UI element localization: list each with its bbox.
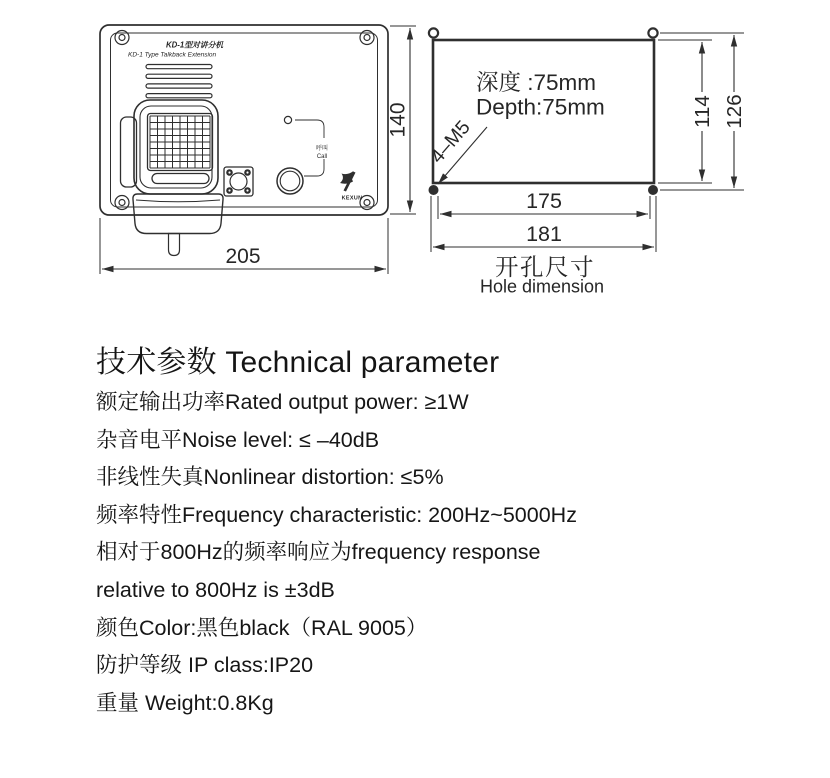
call-label-cn: 呼叫	[315, 146, 329, 152]
call-led	[284, 116, 291, 123]
panel-inner-border	[111, 33, 378, 207]
spec-line-frequency-characteristic: 频率特性Frequency characteristic: 200Hz~5000Hz	[96, 502, 577, 527]
mic-grille-grid	[150, 116, 210, 168]
flag-icon	[340, 171, 354, 184]
hole-caption-en: Hole dimension	[479, 276, 605, 297]
spec-line-frequency-response-en: relative to 800Hz is ±3dB	[96, 577, 335, 602]
call-label-en: Call	[316, 154, 328, 160]
front-view	[100, 25, 416, 274]
spec-line-noise-level: 杂音电平Noise level: ≤ –40dB	[96, 427, 380, 452]
mounting-hole-top-left	[429, 28, 438, 37]
connector-square	[224, 167, 253, 196]
dim-outer-height-label: 126	[723, 94, 747, 129]
handset-lower-slot	[152, 174, 209, 184]
specs-heading: 技术参数 Technical parameter	[96, 346, 500, 379]
brand-name: KEXUN	[341, 195, 363, 202]
mounting-hole-bottom-left	[429, 185, 439, 195]
hole-caption-cn: 开孔尺寸	[495, 254, 595, 280]
depth-label-en: Depth:75mm	[476, 94, 605, 120]
depth-label-cn: 深度 :75mm	[476, 70, 597, 95]
mounting-hole-top-right	[648, 28, 657, 37]
screw-spec-label: 4–M5	[426, 116, 475, 168]
device-title-en: KD-1 Type Talkback Extension	[128, 51, 217, 59]
brand-logo	[340, 171, 362, 202]
microphone-handset	[121, 100, 224, 256]
hole-view	[426, 28, 746, 296]
dim-inner-height-label: 114	[691, 95, 715, 128]
call-button	[277, 168, 303, 194]
dim-height-label: 140	[386, 102, 410, 138]
handset-head-inner	[140, 106, 212, 188]
spec-line-rated-output: 额定输出功率Rated output power: ≥1W	[96, 390, 469, 414]
spec-line-color: 颜色Color:黑色black（RAL 9005）	[96, 615, 428, 640]
spec-line-weight: 重量 Weight:0.8Kg	[96, 690, 274, 715]
technical-drawings	[0, 0, 830, 320]
front-height-dimension	[386, 26, 416, 214]
screw-spec-callout	[426, 116, 487, 184]
spec-line-nonlinear-distortion: 非线性失真Nonlinear distortion: ≤5%	[96, 465, 444, 490]
mounting-hole-bottom-right	[648, 185, 658, 195]
handset-body	[133, 194, 223, 234]
dim-inner-width-label: 175	[526, 189, 562, 213]
device-title-cn: KD-1型对讲分机	[166, 40, 224, 50]
front-width-dimension	[100, 218, 388, 274]
spec-line-frequency-response-cn: 相对于800Hz的频率响应为frequency response	[96, 540, 541, 565]
technical-parameters	[96, 342, 796, 722]
hole-width-dimensions	[431, 189, 656, 252]
call-button-inner	[280, 171, 300, 191]
dim-outer-width-label: 181	[526, 222, 562, 246]
handset-body-line	[136, 200, 220, 202]
speaker-grille	[146, 65, 212, 98]
spec-line-ip-class: 防护等级 IP class:IP20	[96, 653, 314, 678]
hole-height-dimensions	[658, 33, 746, 190]
handset-cable	[169, 234, 180, 256]
dim-width-label: 205	[225, 245, 261, 268]
